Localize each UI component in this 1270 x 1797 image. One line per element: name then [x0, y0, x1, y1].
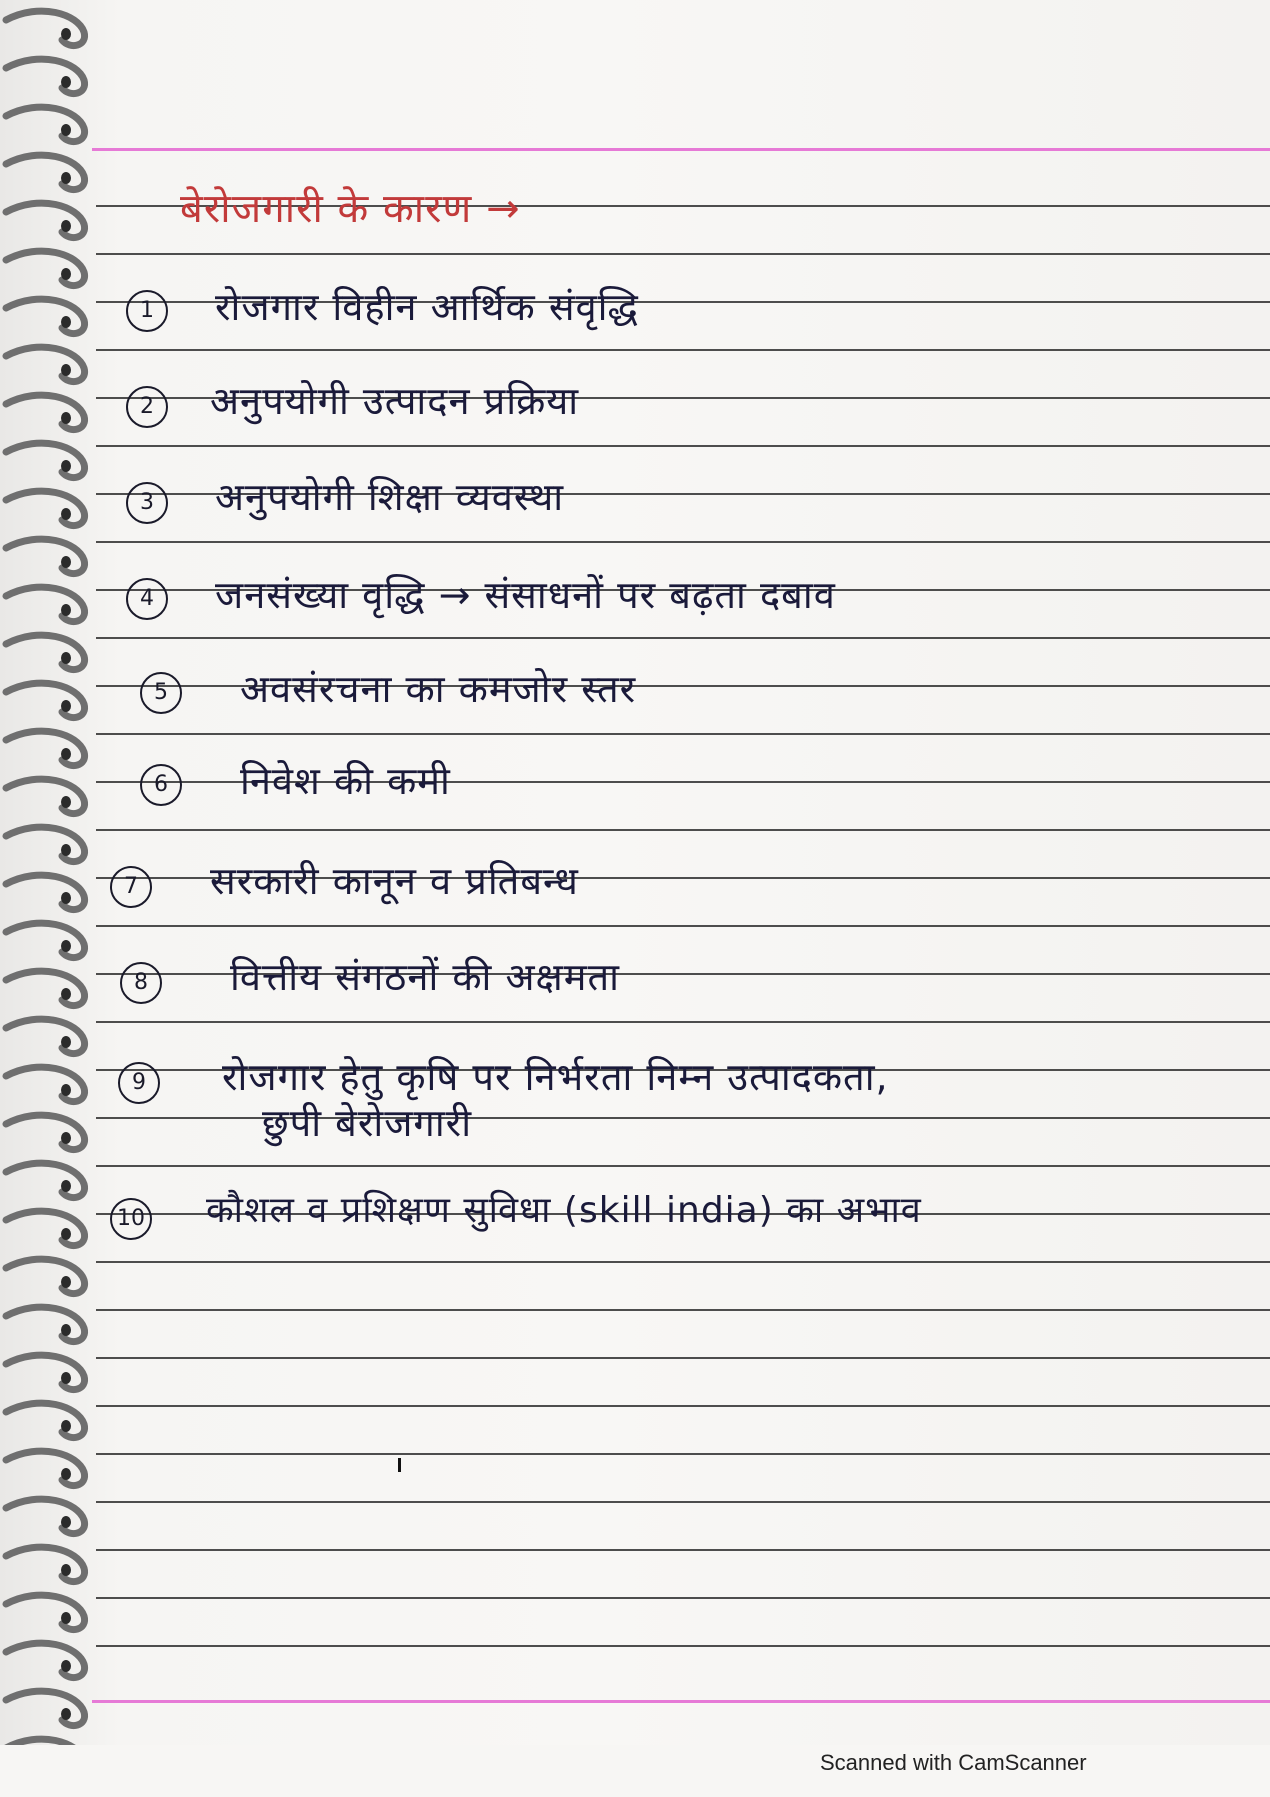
item-number-7: 7	[110, 866, 152, 908]
spiral-coil	[6, 1259, 85, 1293]
binding-hole	[61, 1132, 71, 1144]
list-item-10: कौशल व प्रशिक्षण सुविधा (skill india) का अभाव	[206, 1190, 922, 1231]
binding-hole	[61, 1660, 71, 1672]
spiral-coil	[6, 1499, 85, 1533]
binding-hole	[61, 1276, 71, 1288]
item-number-1: 1	[126, 290, 168, 332]
spiral-coil	[6, 1403, 85, 1437]
spiral-coil	[6, 1547, 85, 1581]
ruled-line	[96, 445, 1270, 447]
spiral-coil	[6, 539, 85, 573]
spiral-coil	[6, 587, 85, 621]
binding-hole	[61, 844, 71, 856]
spiral-coil	[6, 971, 85, 1005]
ruled-line	[96, 1645, 1270, 1647]
ruled-line	[96, 1021, 1270, 1023]
spiral-coil	[6, 635, 85, 669]
ruled-line	[96, 253, 1270, 255]
spiral-coil	[6, 395, 85, 429]
spiral-coil	[6, 1451, 85, 1485]
spiral-coil	[6, 1595, 85, 1629]
item-number-5: 5	[140, 672, 182, 714]
spiral-coil	[6, 779, 85, 813]
binding-hole	[61, 1516, 71, 1528]
binding-hole	[61, 556, 71, 568]
spiral-coil	[6, 1019, 85, 1053]
spiral-coil	[6, 347, 85, 381]
binding-hole	[61, 1612, 71, 1624]
binding-hole	[61, 460, 71, 472]
list-item-6: निवेश की कमी	[240, 759, 451, 803]
spiral-coil	[6, 107, 85, 141]
binding-hole	[61, 652, 71, 664]
binding-hole	[61, 1708, 71, 1720]
spiral-coil	[6, 1163, 85, 1197]
ruled-line	[96, 1597, 1270, 1599]
list-item-3: अनुपयोगी शिक्षा व्यवस्था	[215, 475, 565, 519]
binding-hole	[61, 700, 71, 712]
ruled-line	[96, 1357, 1270, 1359]
ruled-line	[96, 1405, 1270, 1407]
binding-hole	[61, 268, 71, 280]
binding-hole	[61, 1228, 71, 1240]
binding-hole	[61, 1372, 71, 1384]
list-item-2: अनुपयोगी उत्पादन प्रक्रिया	[210, 379, 580, 423]
pen-mark	[398, 1458, 401, 1472]
spiral-coil	[6, 443, 85, 477]
list-item-8: वित्तीय संगठनों की अक्षमता	[230, 955, 620, 999]
binding-hole	[61, 124, 71, 136]
spiral-coil	[6, 251, 85, 285]
binding-hole	[61, 412, 71, 424]
item-number-2: 2	[126, 386, 168, 428]
spiral-coil	[6, 155, 85, 189]
list-item-9: रोजगार हेतु कृषि पर निर्भरता निम्न उत्पादकता,	[222, 1055, 889, 1099]
ruled-line	[96, 1165, 1270, 1167]
binding-hole	[61, 220, 71, 232]
item-number-9: 9	[118, 1062, 160, 1104]
list-item-4: जनसंख्या वृद्धि → संसाधनों पर बढ़ता दबाव	[215, 573, 836, 617]
scanner-watermark: Scanned with CamScanner	[820, 1750, 1087, 1775]
binding-hole	[61, 28, 71, 40]
binding-hole	[61, 316, 71, 328]
item-number-3: 3	[126, 482, 168, 524]
item-number-4: 4	[126, 578, 168, 620]
spiral-coil	[6, 923, 85, 957]
ruled-line	[96, 1309, 1270, 1311]
ruled-line	[96, 1453, 1270, 1455]
spiral-coil	[6, 1691, 85, 1725]
list-item-5: अवसंरचना का कमजोर स्तर	[240, 667, 637, 711]
item-number-10: 10	[110, 1198, 152, 1240]
binding-hole	[61, 1468, 71, 1480]
spiral-coil	[6, 491, 85, 525]
spiral-coil	[6, 875, 85, 909]
binding-hole	[61, 796, 71, 808]
spiral-coil	[6, 683, 85, 717]
page-heading: बेरोजगारी के कारण →	[180, 186, 521, 232]
spiral-binding	[0, 0, 110, 1745]
binding-hole	[61, 1324, 71, 1336]
binding-hole	[61, 1420, 71, 1432]
spiral-coil	[6, 11, 85, 45]
binding-hole	[61, 604, 71, 616]
spiral-coil	[6, 1739, 85, 1745]
spiral-coil	[6, 1211, 85, 1245]
spiral-coil	[6, 59, 85, 93]
top-margin-line	[92, 148, 1270, 151]
binding-hole	[61, 76, 71, 88]
item-number-8: 8	[120, 962, 162, 1004]
binding-hole	[61, 748, 71, 760]
spiral-coil	[6, 1307, 85, 1341]
binding-hole	[61, 1084, 71, 1096]
list-item-1: रोजगार विहीन आर्थिक संवृद्धि	[215, 285, 639, 329]
ruled-line	[96, 829, 1270, 831]
spiral-coil	[6, 299, 85, 333]
ruled-line	[96, 1501, 1270, 1503]
ruled-line	[96, 541, 1270, 543]
spiral-coil	[6, 203, 85, 237]
spiral-coil	[6, 1355, 85, 1389]
binding-hole	[61, 988, 71, 1000]
binding-hole	[61, 1036, 71, 1048]
binding-hole	[61, 892, 71, 904]
ruled-line	[96, 637, 1270, 639]
spiral-coil	[6, 731, 85, 765]
spiral-coil	[6, 827, 85, 861]
bottom-margin-line	[92, 1700, 1270, 1703]
spiral-coil	[6, 1643, 85, 1677]
binding-hole	[61, 364, 71, 376]
ruled-line	[96, 349, 1270, 351]
list-item-9-continued: छुपी बेरोजगारी	[262, 1101, 473, 1145]
spiral-coil	[6, 1067, 85, 1101]
ruled-line	[96, 1549, 1270, 1551]
binding-hole	[61, 508, 71, 520]
ruled-line	[96, 925, 1270, 927]
ruled-line	[96, 733, 1270, 735]
spiral-coil	[6, 1115, 85, 1149]
list-item-7: सरकारी कानून व प्रतिबन्ध	[210, 859, 579, 903]
binding-hole	[61, 172, 71, 184]
ruled-line	[96, 1261, 1270, 1263]
item-number-6: 6	[140, 764, 182, 806]
binding-hole	[61, 1180, 71, 1192]
binding-hole	[61, 940, 71, 952]
binding-hole	[61, 1564, 71, 1576]
